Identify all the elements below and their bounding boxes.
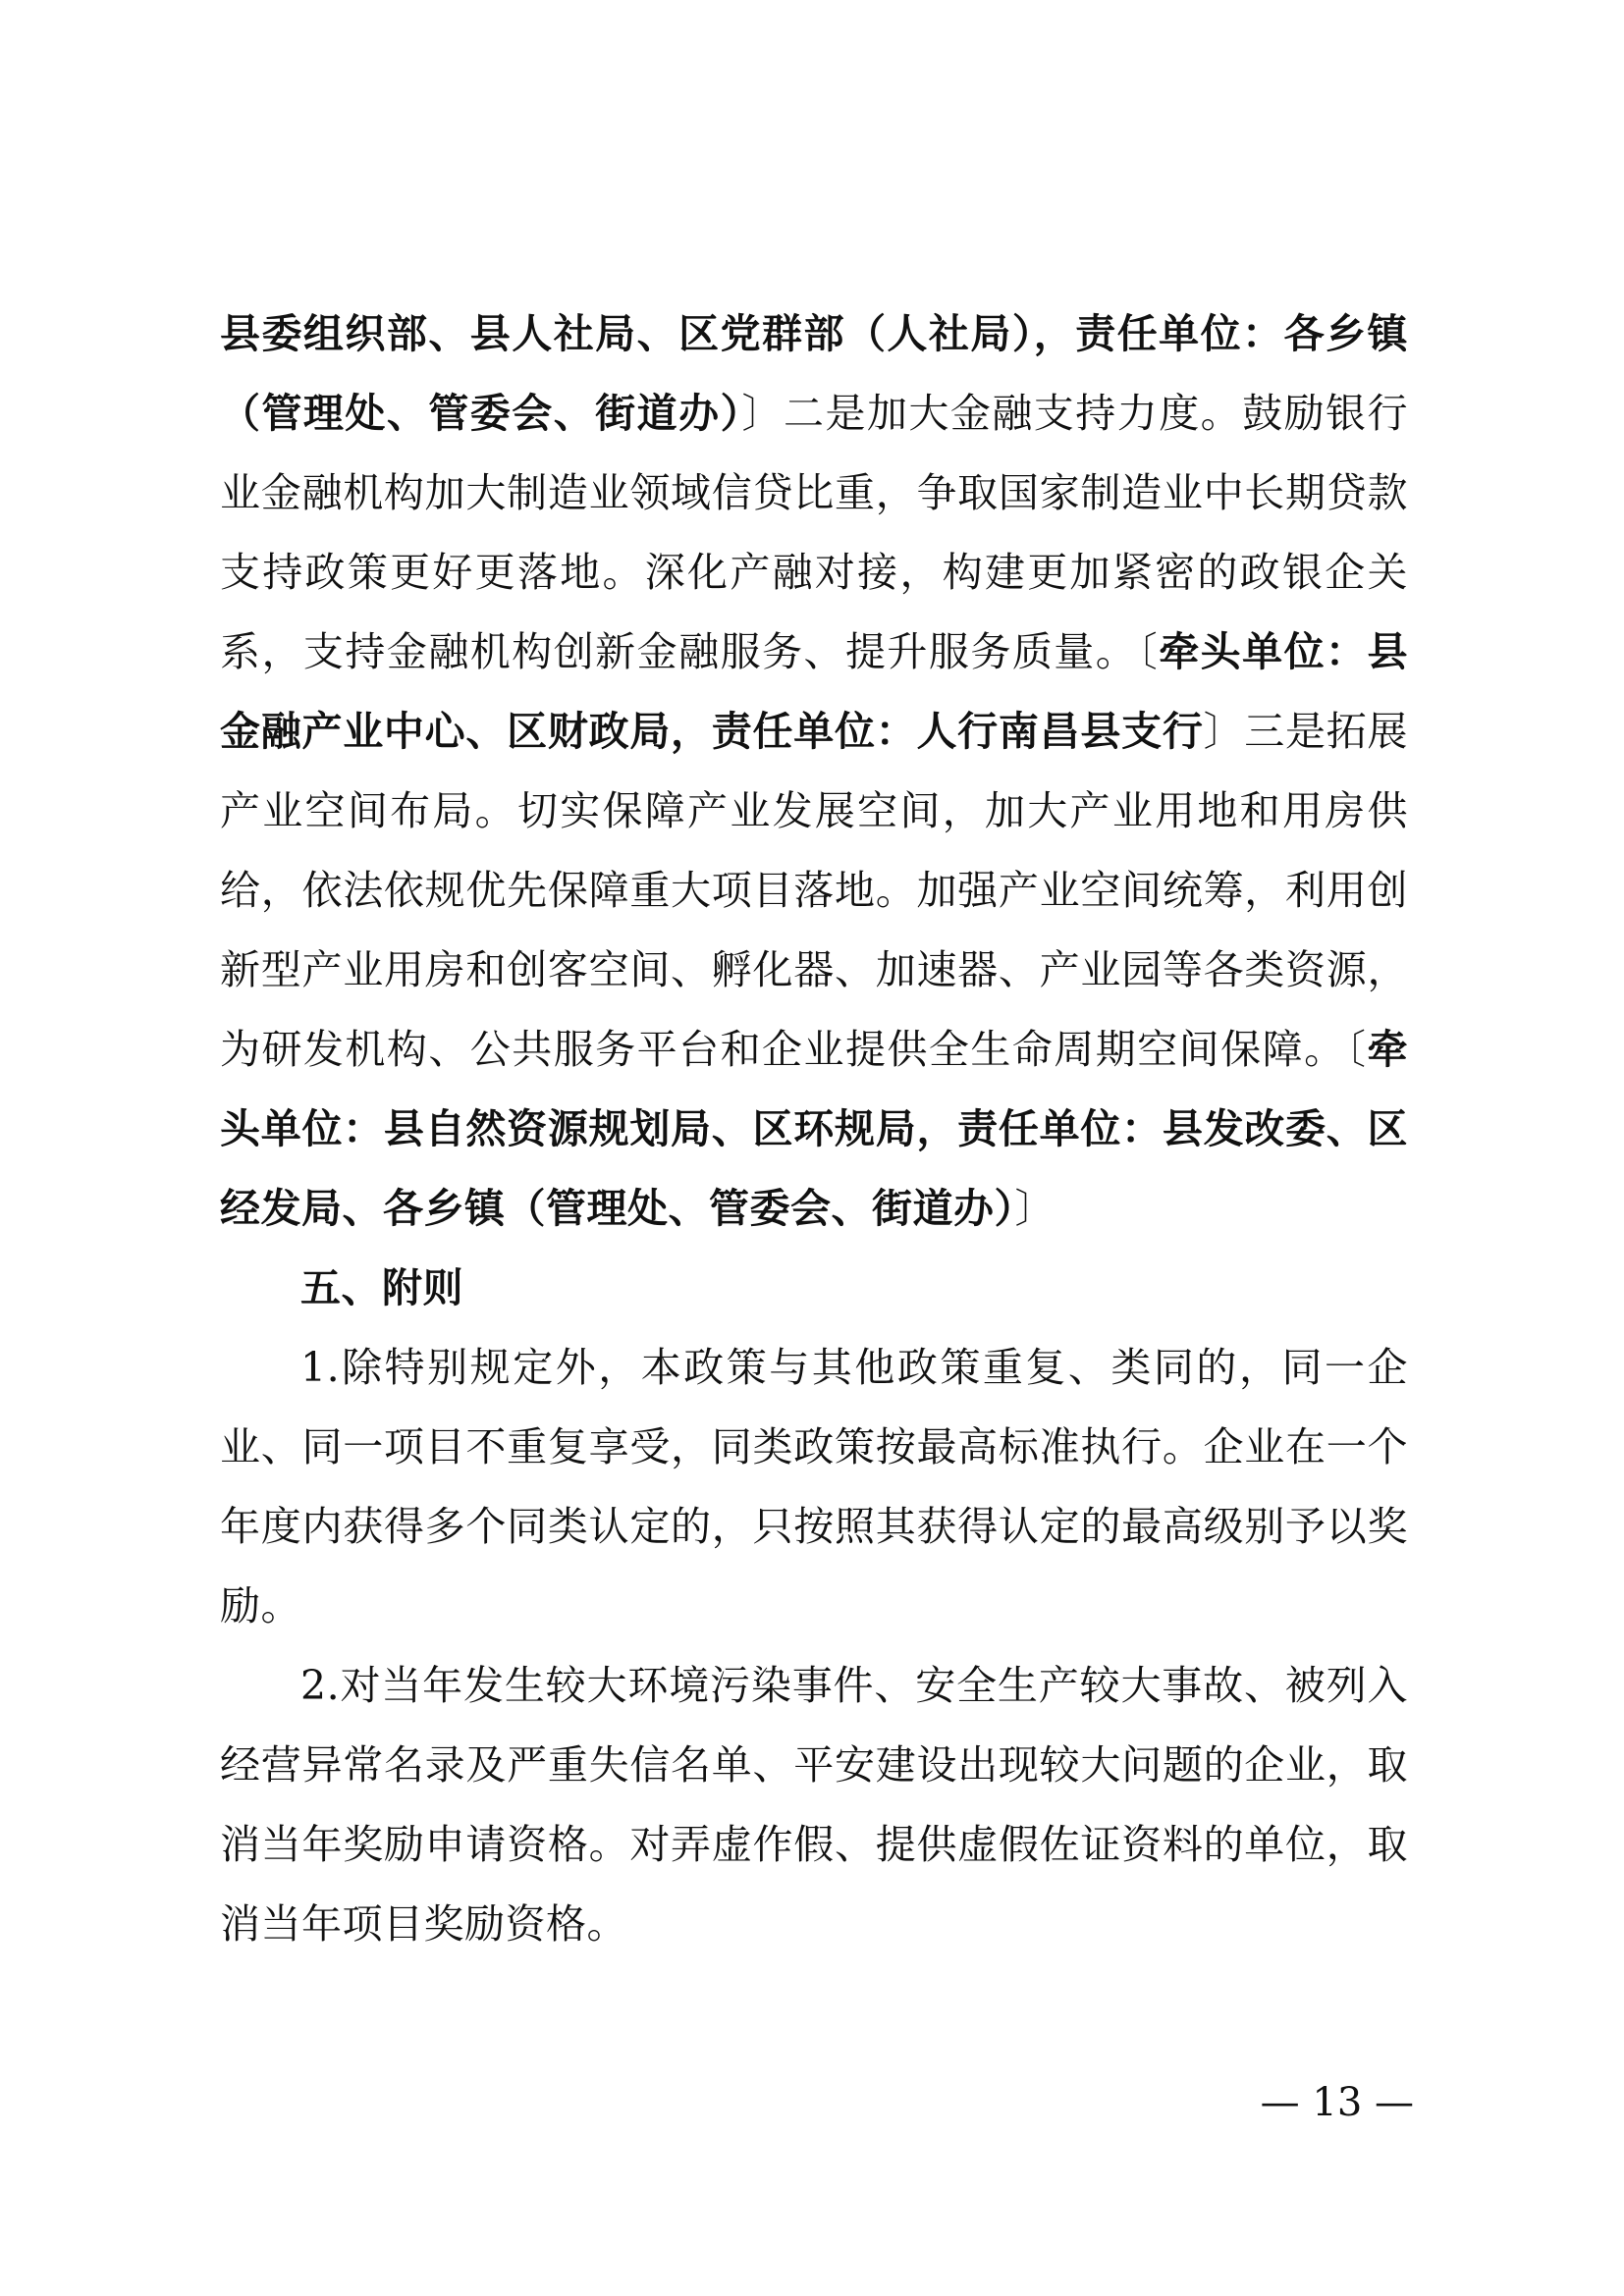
document-body — [220, 294, 1408, 1964]
provision-item-1: 1.除特别规定外，本政策与其他政策重复、类同的，同一企业、同一项目不重复享受，同类政策按最高标准执行。企业在一个年度内获得多个同类认定的，只按照其获得认定的最高级别予以奖励。 — [220, 1344, 1408, 1629]
section-heading: 五、附则 — [300, 1264, 463, 1311]
lead-units-finance-bold: 牵头单位：县金融产业中心、区财政局，责任单位：人行南昌县支行 — [220, 628, 1409, 755]
responsible-units-bold: 县委组织部、县人社局、区党群部（人社局），责任单位：各乡镇（管理处、管委会、街道办） — [220, 310, 1408, 437]
page-number: — 13 — — [1260, 2080, 1414, 2125]
lead-units-space-bold: 牵头单位：县自然资源规划局、区环规局，责任单位：县发改委、区经发局、各乡镇（管理处、管委会、街道办） — [220, 1026, 1408, 1232]
industrial-space-text: 〕三是拓展产业空间布局。切实保障产业发展空间，加大产业用地和用房供给，依法依规优先保障重大项目落地。加强产业空间统筹，利用创新型产业用房和创客空间、孵化器、加速器、产业园等各类资源，为研发机构、公共服务平台和企业提供全生命周期空间保障。〔 — [220, 708, 1409, 1073]
closing-bracket: 〕 — [1014, 1185, 1056, 1232]
paragraph-continued — [220, 294, 1408, 1249]
provision-item-2: 2.对当年发生较大环境污染事件、安全生产较大事故、被列入经营异常名录及严重失信名单、平安建设出现较大问题的企业，取消当年奖励申请资格。对弄虚作假、提供虚假佐证资料的单位，取消当年项目奖励资格。 — [220, 1662, 1408, 1948]
financial-support-text: 〕二是加大金融支持力度。鼓励银行业金融机构加大制造业领域信贷比重，争取国家制造业中长期贷款支持政策更好更落地。深化产融对接，构建更加紧密的政银企关系，支持金融机构创新金融服务、提升服务质量。〔 — [220, 390, 1409, 675]
